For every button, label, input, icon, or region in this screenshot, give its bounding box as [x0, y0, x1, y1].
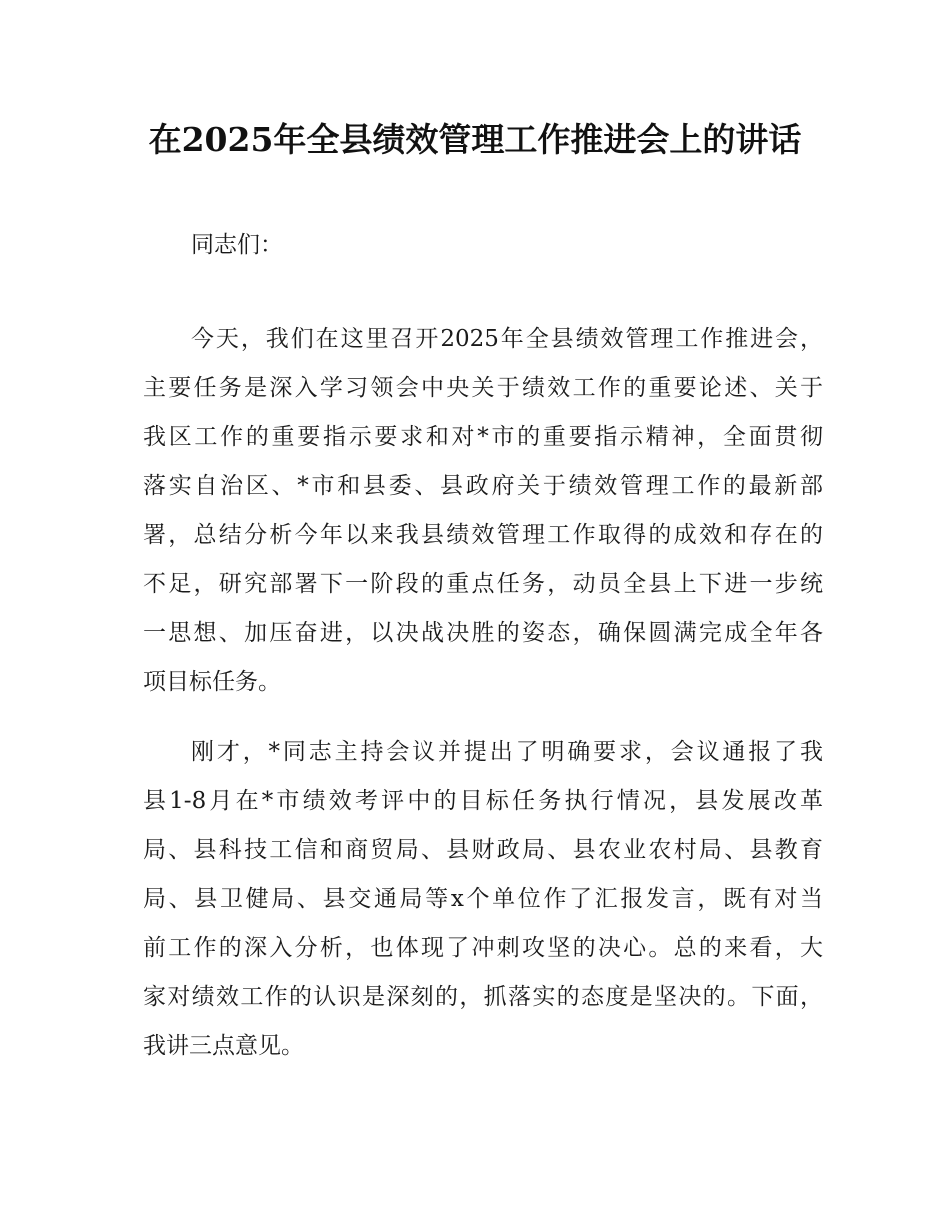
- paragraph-line: 署，总结分析今年以来我县绩效管理工作取得的成效和存在的: [143, 522, 823, 548]
- paragraph-line: 局、县卫健局、县交通局等x个单位作了汇报发言，既有对当: [143, 886, 823, 912]
- paragraph-line: 项目标任务。: [143, 669, 281, 695]
- paragraph-line: 不足，研究部署下一阶段的重点任务，动员全县上下进一步统: [143, 571, 823, 597]
- paragraph-line: 今天，我们在这里召开2025年全县绩效管理工作推进会，: [191, 326, 823, 352]
- paragraph-line: 一思想、加压奋进，以决战决胜的姿态，确保圆满完成全年各: [143, 620, 823, 646]
- document-title: 在2025年全县绩效管理工作推进会上的讲话: [148, 120, 802, 159]
- paragraph-line: 落实自治区、*市和县委、县政府关于绩效管理工作的最新部: [143, 473, 823, 499]
- salutation: 同志们：: [191, 232, 283, 258]
- paragraph-line: 县1-8月在*市绩效考评中的目标任务执行情况，县发展改革: [143, 788, 823, 814]
- paragraph-line: 家对绩效工作的认识是深刻的，抓落实的态度是坚决的。下面，: [143, 984, 823, 1010]
- paragraph-line: 局、县科技工信和商贸局、县财政局、县农业农村局、县教育: [143, 837, 823, 863]
- paragraph-line: 我区工作的重要指示要求和对*市的重要指示精神，全面贯彻: [143, 424, 823, 450]
- paragraph-line: 我讲三点意见。: [143, 1033, 304, 1059]
- paragraph-line: 前工作的深入分析，也体现了冲刺攻坚的决心。总的来看，大: [143, 935, 823, 961]
- paragraph-line: 刚才，*同志主持会议并提出了明确要求，会议通报了我: [191, 739, 823, 765]
- paragraph-line: 主要任务是深入学习领会中央关于绩效工作的重要论述、关于: [143, 375, 823, 401]
